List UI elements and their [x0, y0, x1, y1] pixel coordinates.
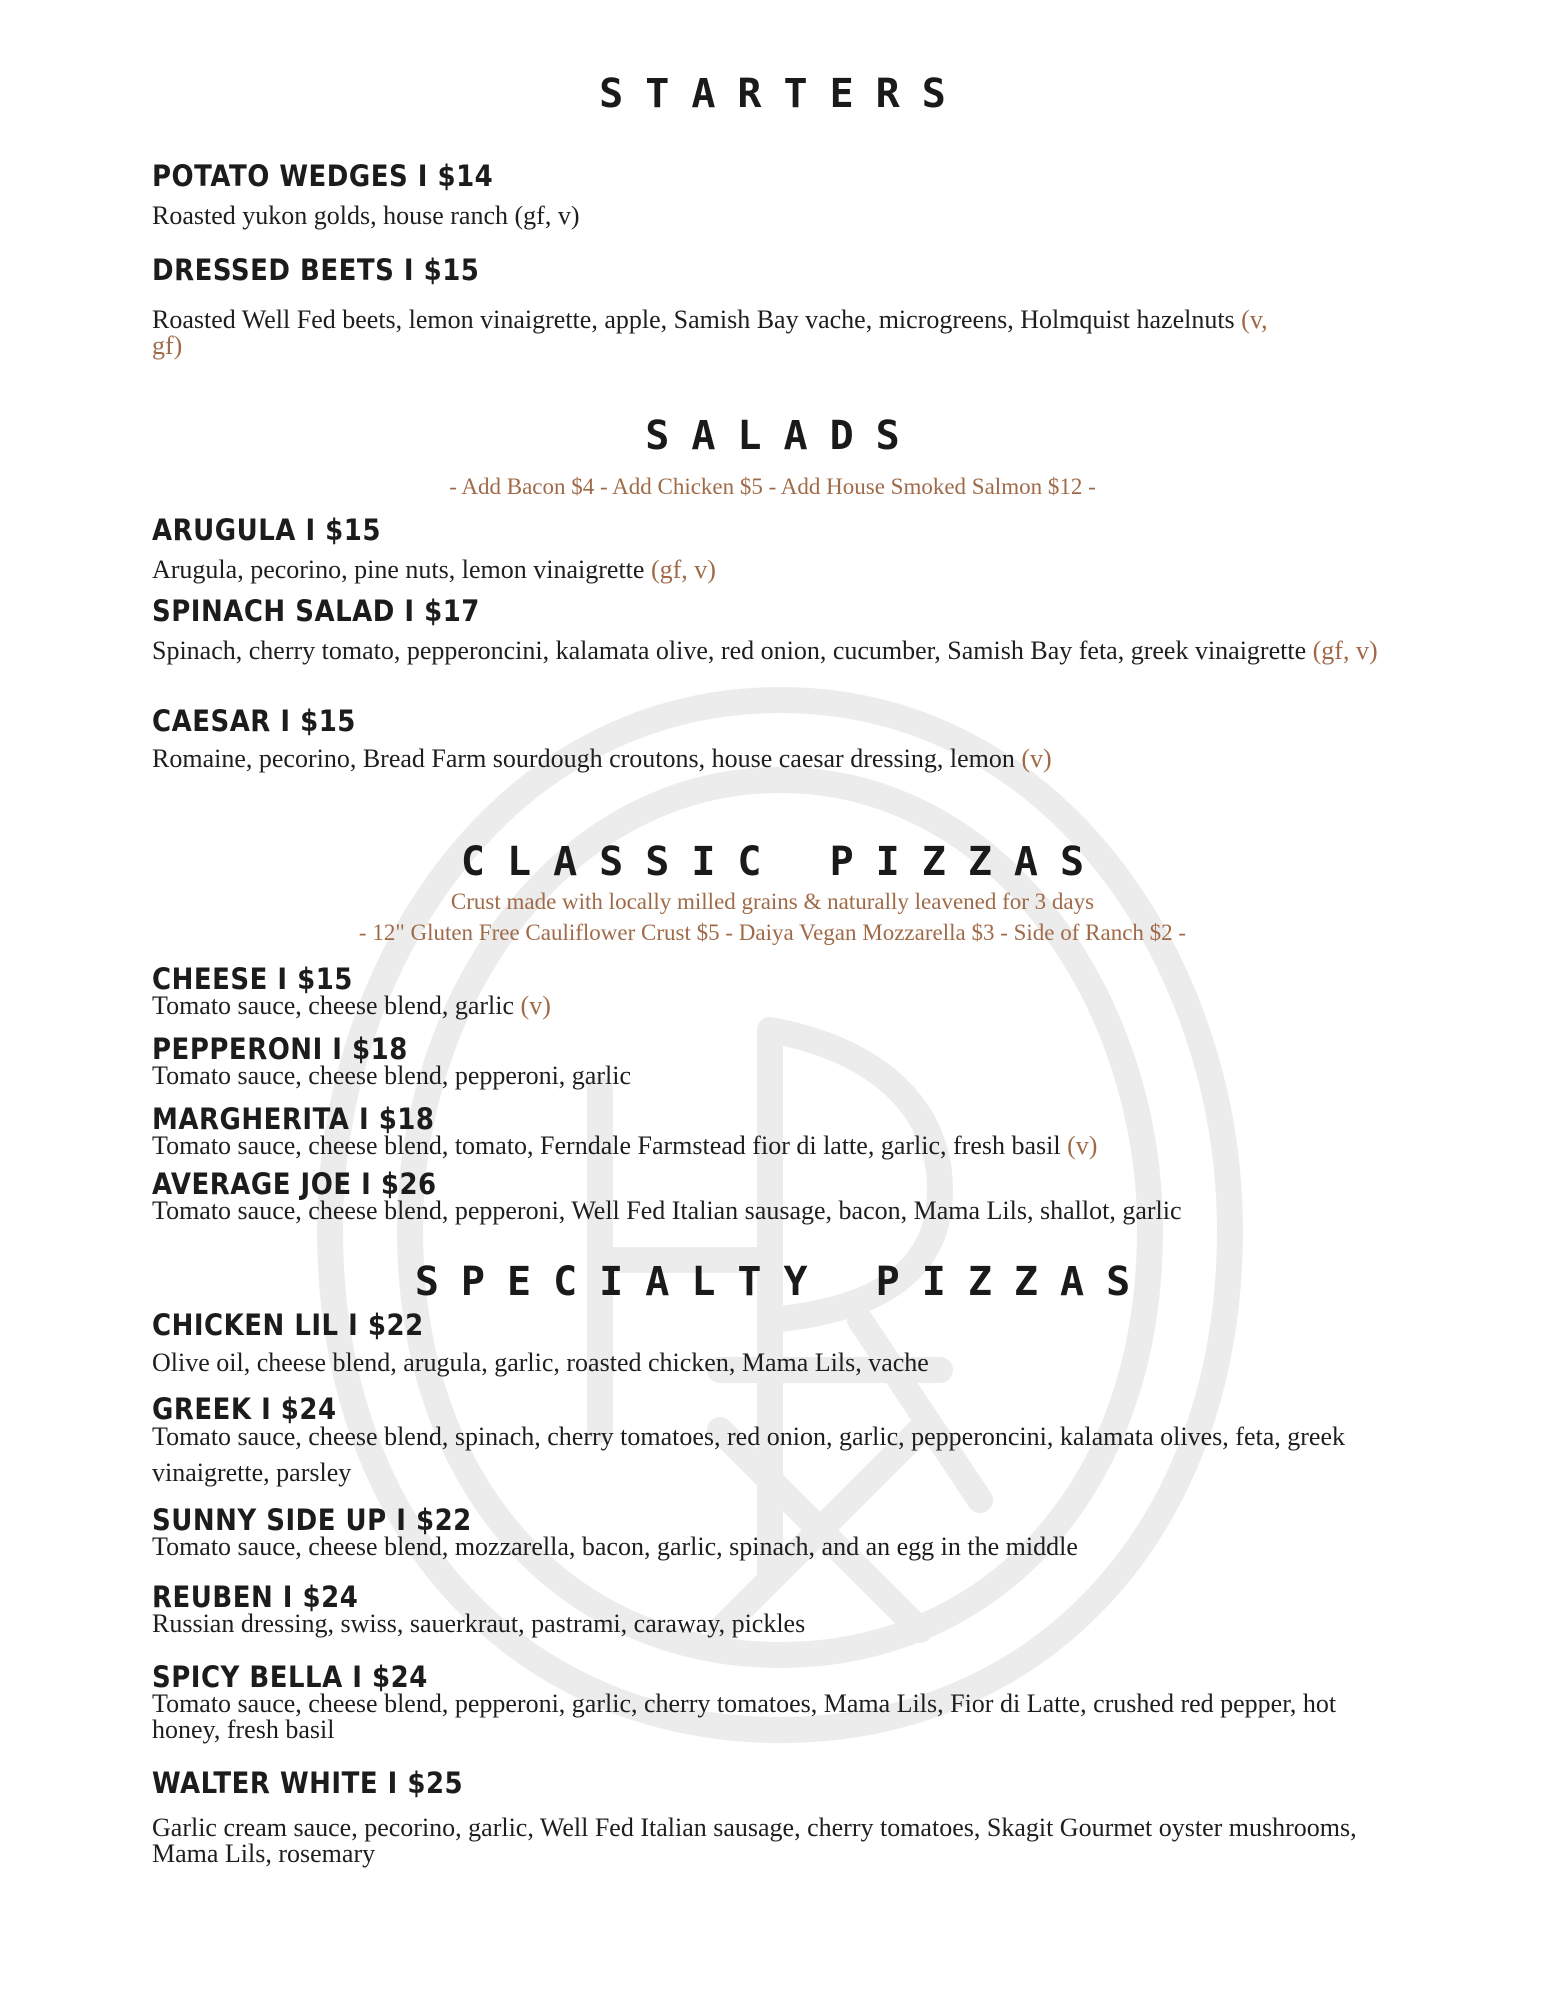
item-name-dressed-beets: DRESSED BEETS I $15 — [152, 254, 480, 288]
item-desc-pepperoni: Tomato sauce, cheese blend, pepperoni, garlic — [152, 1061, 631, 1090]
item-desc-walter-white: Garlic cream sauce, pecorino, garlic, Well Fed Italian sausage, cherry tomatoes, Skagit Gourmet oyster mushrooms, Mama Lils, rosemary — [152, 1813, 1357, 1868]
item-name-cheese: CHEESE I $15 — [152, 963, 353, 997]
item-desc-arugula: Arugula, pecorino, pine nuts, lemon vinaigrette (gf, v) — [152, 555, 716, 584]
item-name-potato-wedges: POTATO WEDGES I $14 — [152, 160, 494, 194]
item-name-spinach-salad: SPINACH SALAD I $17 — [152, 595, 480, 629]
item-desc-sunny-side-up: Tomato sauce, cheese blend, mozzarella, bacon, garlic, spinach, and an egg in the middle — [152, 1532, 1078, 1561]
item-desc-caesar: Romaine, pecorino, Bread Farm sourdough croutons, house caesar dressing, lemon (v) — [152, 744, 1052, 773]
item-desc-reuben: Russian dressing, swiss, sauerkraut, pastrami, caraway, pickles — [152, 1609, 806, 1638]
section-title-salads: SALADS — [645, 413, 922, 459]
item-name-spicy-bella: SPICY BELLA I $24 — [152, 1661, 428, 1695]
item-name-margherita: MARGHERITA I $18 — [152, 1103, 435, 1137]
salads-addons-note: - Add Bacon $4 - Add Chicken $5 - Add House Smoked Salmon $12 - — [449, 474, 1096, 499]
item-name-walter-white: WALTER WHITE I $25 — [152, 1767, 464, 1801]
item-desc-spicy-bella: Tomato sauce, cheese blend, pepperoni, garlic, cherry tomatoes, Mama Lils, Fior di Latte, crushed red pepper, hot honey, fresh basil — [152, 1689, 1337, 1744]
item-name-arugula: ARUGULA I $15 — [152, 514, 381, 548]
item-desc-chicken-lil: Olive oil, cheese blend, arugula, garlic, roasted chicken, Mama Lils, vache — [152, 1348, 929, 1377]
item-desc-spinach-salad: Spinach, cherry tomato, pepperoncini, kalamata olive, red onion, cucumber, Samish Bay feta, greek vinaigrette (gf, v) — [152, 636, 1378, 665]
item-desc-greek: Tomato sauce, cheese blend, spinach, cherry tomatoes, red onion, garlic, pepperoncini, kalamata olives, feta, greek vinaigrette, parsley — [152, 1422, 1345, 1487]
section-title-specialty-pizzas: SPECIALTY PIZZAS — [414, 1259, 1153, 1305]
item-name-caesar: CAESAR I $15 — [152, 705, 356, 739]
classic-options-note: - 12" Gluten Free Cauliflower Crust $5 - Daiya Vegan Mozzarella $3 - Side of Ranch $2 - — [358, 920, 1187, 945]
section-title-classic-pizzas: CLASSIC PIZZAS — [460, 839, 1107, 885]
item-name-greek: GREEK I $24 — [152, 1393, 337, 1427]
item-name-sunny-side-up: SUNNY SIDE UP I $22 — [152, 1504, 472, 1538]
item-desc-margherita: Tomato sauce, cheese blend, tomato, Ferndale Farmstead fior di latte, garlic, fresh basil (v) — [152, 1131, 1098, 1160]
item-desc-cheese: Tomato sauce, cheese blend, garlic (v) — [152, 991, 551, 1020]
item-name-chicken-lil: CHICKEN LIL I $22 — [152, 1309, 424, 1343]
item-name-average-joe: AVERAGE JOE I $26 — [152, 1168, 437, 1202]
item-name-pepperoni: PEPPERONI I $18 — [152, 1033, 408, 1067]
section-title-starters: STARTERS — [599, 71, 968, 117]
item-desc-dressed-beets: Roasted Well Fed beets, lemon vinaigrette, apple, Samish Bay vache, microgreens, Holmquist hazelnuts (v, gf) — [152, 305, 1268, 360]
item-desc-average-joe: Tomato sauce, cheese blend, pepperoni, Well Fed Italian sausage, bacon, Mama Lils, shallot, garlic — [152, 1196, 1182, 1225]
classic-crust-note: Crust made with locally milled grains & naturally leavened for 3 days — [450, 889, 1095, 914]
item-desc-potato-wedges: Roasted yukon golds, house ranch (gf, v) — [152, 201, 580, 230]
item-name-reuben: REUBEN I $24 — [152, 1581, 359, 1615]
